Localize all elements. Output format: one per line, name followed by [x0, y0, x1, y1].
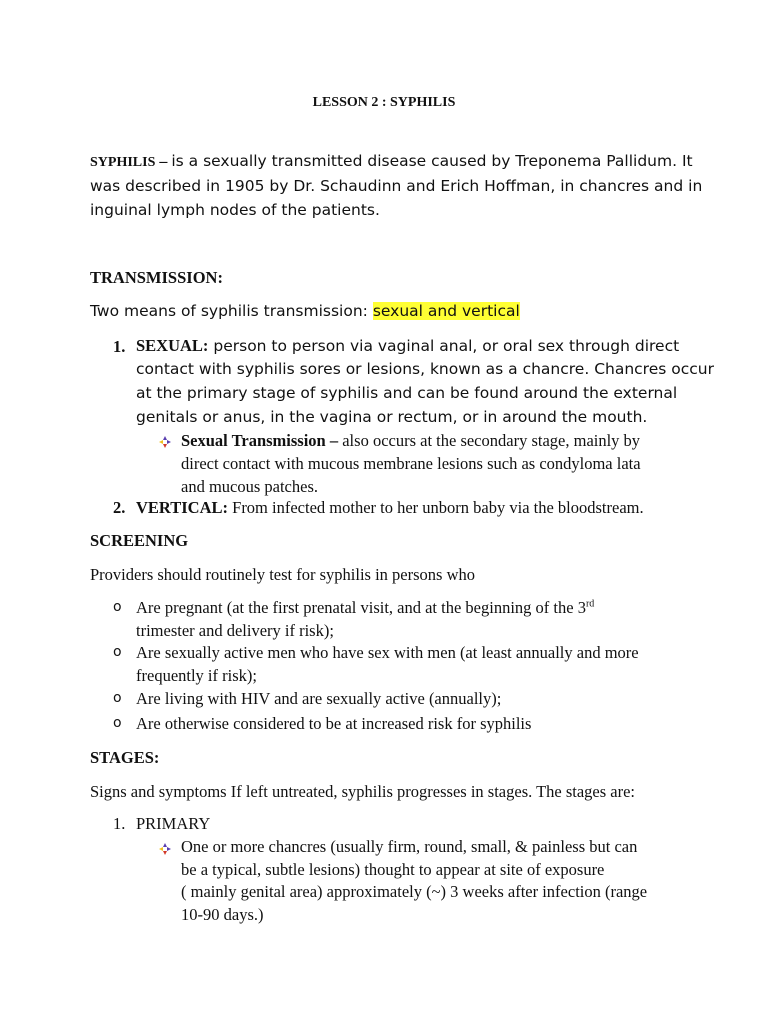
sexual-line-3: at the primary stage of syphilis and can be found around the external: [136, 384, 678, 402]
vertical-line: [136, 498, 644, 518]
sexual-sub-text-1: also occurs at the secondary stage, mainly by: [338, 431, 641, 450]
screening-item-3: Are living with HIV and are sexually active (annually);: [136, 689, 502, 708]
primary-sub-line-1: One or more chancres (usually firm, round, small, & painless but can: [181, 837, 638, 856]
arrow-bullet-icon: [159, 843, 171, 855]
transmission-heading: TRANSMISSION:: [90, 268, 223, 287]
stages-lead: Signs and symptoms If left untreated, syphilis progresses in stages. The stages are:: [90, 782, 636, 801]
stages-heading: STAGES:: [90, 748, 160, 767]
primary-label: PRIMARY: [136, 814, 211, 833]
intro-line-1: [90, 152, 693, 171]
sexual-sub-label: Sexual Transmission –: [181, 431, 339, 450]
sexual-line-4: genitals or anus, in the vagina or rectum, or in around the mouth.: [136, 408, 648, 426]
primary-sub-line-2: be a typical, subtle lesions) thought to appear at site of exposure: [181, 860, 605, 879]
intro-dash: –: [155, 153, 172, 170]
screening-heading: SCREENING: [90, 531, 189, 550]
vertical-label: VERTICAL:: [136, 498, 229, 517]
sexual-sub-line-1: [181, 431, 640, 451]
screening-item-2-line-1: Are sexually active men who have sex with men (at least annually and more: [136, 643, 639, 662]
screening-bullet-icon: o: [113, 599, 122, 615]
screening-bullet-icon: o: [113, 690, 122, 706]
screening-item-2-line-2: frequently if risk);: [136, 666, 257, 685]
arrow-bullet-icon: [159, 436, 171, 448]
intro-term: SYPHILIS: [90, 155, 156, 170]
screening-item-4: Are otherwise considered to be at increased risk for syphilis: [136, 714, 532, 733]
sexual-sub-line-3: and mucous patches.: [181, 477, 319, 496]
screening-item-1-line-2: trimester and delivery if risk);: [136, 621, 334, 640]
transmission-lead: [90, 302, 520, 320]
screening-item-1-sup: rd: [585, 598, 595, 610]
primary-sub-line-4: 10-90 days.): [181, 905, 264, 924]
transmission-lead-text: Two means of syphilis transmission:: [90, 302, 373, 320]
sexual-text-1: person to person via vaginal anal, or oral sex through direct: [208, 337, 680, 355]
sexual-line-2: contact with syphilis sores or lesions, known as a chancre. Chancres occur: [136, 360, 714, 378]
sexual-label: SEXUAL:: [136, 336, 209, 355]
primary-sub-line-3: ( mainly genital area) approximately (~) 3 weeks after infection (range: [181, 882, 648, 901]
vertical-text: From infected mother to her unborn baby via the bloodstream.: [228, 498, 644, 517]
transmission-highlight: sexual and vertical: [372, 302, 520, 320]
screening-item-1-text: Are pregnant (at the first prenatal visit, and at the beginning of the 3: [136, 598, 586, 617]
sexual-line-1: [136, 336, 679, 356]
screening-bullet-icon: o: [113, 715, 122, 731]
sexual-number: 1.: [113, 337, 126, 356]
screening-lead: Providers should routinely test for syphilis in persons who: [90, 565, 475, 584]
primary-number: 1.: [113, 814, 126, 833]
intro-line-3: inguinal lymph nodes of the patients.: [90, 201, 380, 219]
sexual-sub-line-2: direct contact with mucous membrane lesions such as condyloma lata: [181, 454, 641, 473]
screening-bullet-icon: o: [113, 644, 122, 660]
vertical-number: 2.: [113, 498, 126, 517]
screening-item-1-line-1: [136, 598, 594, 618]
intro-line-2: was described in 1905 by Dr. Schaudinn and Erich Hoffman, in chancres and in: [90, 177, 703, 195]
intro-text-1: is a sexually transmitted disease caused by Treponema Pallidum. It: [171, 152, 693, 170]
page-title: LESSON 2 : SYPHILIS: [312, 95, 456, 110]
